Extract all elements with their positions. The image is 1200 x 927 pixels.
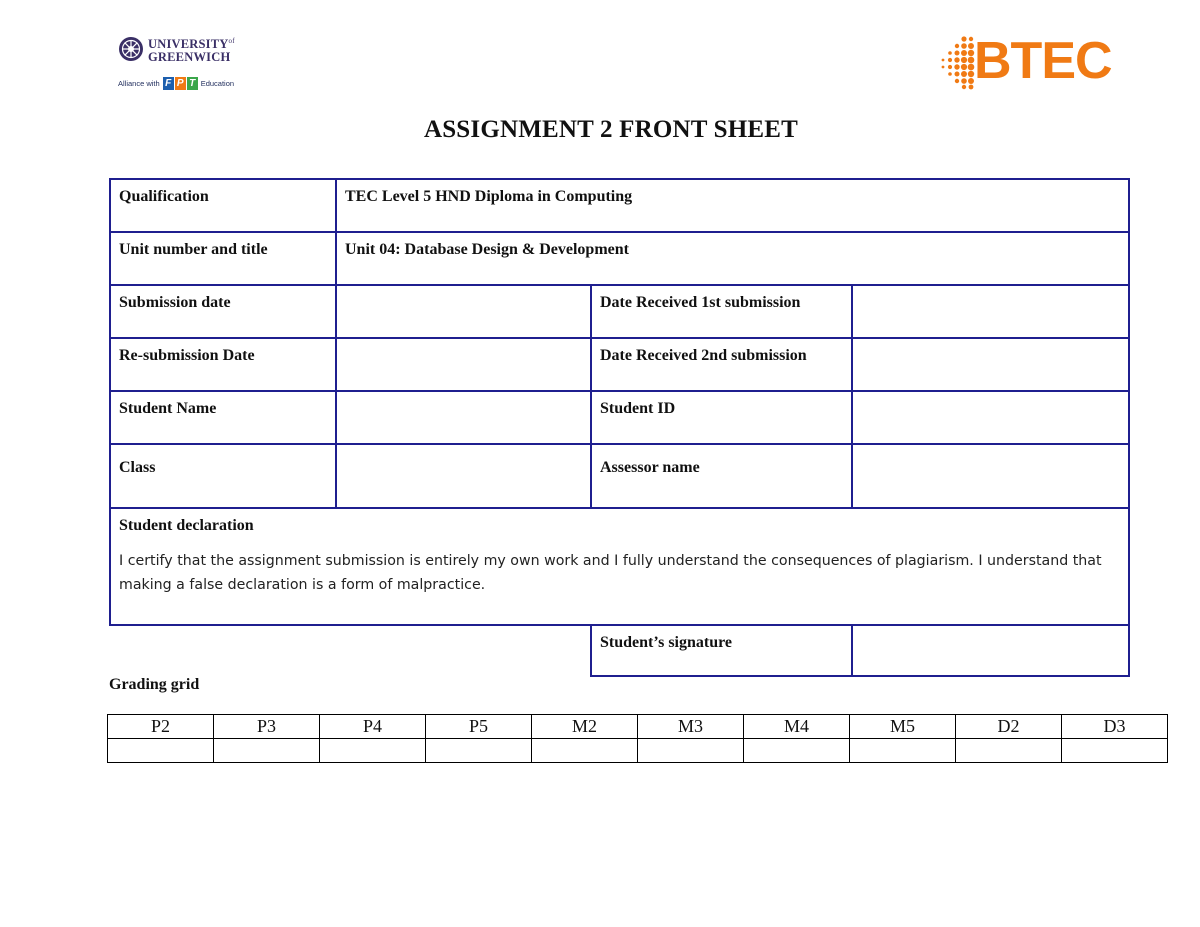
submission-date-field[interactable] (336, 285, 591, 338)
grade-mark-cell[interactable] (850, 739, 956, 763)
assessor-field[interactable] (852, 444, 1129, 508)
submission-row (110, 285, 1129, 338)
student-row (110, 391, 1129, 444)
grading-criteria-row (108, 715, 1168, 739)
university-of-greenwich-logo (118, 34, 258, 94)
fpt-alliance: Alliance with F P T Education (118, 78, 235, 89)
grade-criterion: D3 (1062, 715, 1168, 739)
btec-logo (936, 32, 1126, 92)
grade-mark-cell[interactable] (1062, 739, 1168, 763)
grade-criterion: P4 (320, 715, 426, 739)
date-received-2-label: Date Received 2nd submission (591, 338, 852, 391)
class-row (110, 444, 1129, 508)
signature-field[interactable] (852, 625, 1129, 676)
date-received-2-field[interactable] (852, 338, 1129, 391)
front-sheet-table (109, 178, 1130, 677)
date-received-1-label: Date Received 1st submission (591, 285, 852, 338)
assessor-label: Assessor name (591, 444, 852, 508)
grade-criterion: M3 (638, 715, 744, 739)
grading-marks-row (108, 739, 1168, 763)
grade-criterion: P2 (108, 715, 214, 739)
signature-label: Student’s signature (591, 625, 852, 676)
grade-criterion: P3 (214, 715, 320, 739)
grade-criterion: M5 (850, 715, 956, 739)
signature-row (110, 625, 1129, 676)
qualification-row (110, 179, 1129, 232)
grade-mark-cell[interactable] (214, 739, 320, 763)
qualification-label: Qualification (110, 179, 336, 232)
grade-criterion: M2 (532, 715, 638, 739)
resubmission-date-label: Re-submission Date (110, 338, 336, 391)
grade-mark-cell[interactable] (426, 739, 532, 763)
grade-mark-cell[interactable] (744, 739, 850, 763)
declaration-row (110, 508, 1129, 625)
student-id-label: Student ID (591, 391, 852, 444)
grade-mark-cell[interactable] (956, 739, 1062, 763)
submission-date-label: Submission date (110, 285, 336, 338)
unit-value[interactable]: Unit 04: Database Design & Development (336, 232, 1129, 285)
crest-icon (118, 36, 144, 62)
dots-icon (936, 34, 976, 90)
grade-mark-cell[interactable] (108, 739, 214, 763)
declaration-cell (110, 508, 1129, 625)
grade-mark-cell[interactable] (320, 739, 426, 763)
unit-row (110, 232, 1129, 285)
grade-criterion: D2 (956, 715, 1062, 739)
grade-mark-cell[interactable] (638, 739, 744, 763)
student-name-label: Student Name (110, 391, 336, 444)
student-id-field[interactable] (852, 391, 1129, 444)
university-name: $UNIVERSITY^{of}$ GREENWICH (148, 37, 235, 65)
declaration-heading: Student declaration (119, 517, 254, 534)
grading-grid-title: Grading grid (109, 676, 200, 693)
fpt-logo: F P T (163, 77, 198, 90)
grade-criterion: P5 (426, 715, 532, 739)
student-name-field[interactable] (336, 391, 591, 444)
class-field[interactable] (336, 444, 591, 508)
declaration-text: I certify that the assignment submission is entirely my own work and I fully understand the consequences of plagiarism. I understand that making a false declaration is a form of malpractice. (119, 553, 1102, 593)
class-label: Class (110, 444, 336, 508)
grade-mark-cell[interactable] (532, 739, 638, 763)
resubmission-date-field[interactable] (336, 338, 591, 391)
page-title: ASSIGNMENT 2 FRONT SHEET (423, 116, 799, 143)
date-received-1-field[interactable] (852, 285, 1129, 338)
btec-wordmark: BTEC (974, 32, 1112, 90)
grading-grid-table (107, 714, 1168, 763)
grade-criterion: M4 (744, 715, 850, 739)
resubmission-row (110, 338, 1129, 391)
signature-spacer (110, 625, 591, 676)
qualification-value[interactable]: TEC Level 5 HND Diploma in Computing (336, 179, 1129, 232)
unit-label: Unit number and title (110, 232, 336, 285)
